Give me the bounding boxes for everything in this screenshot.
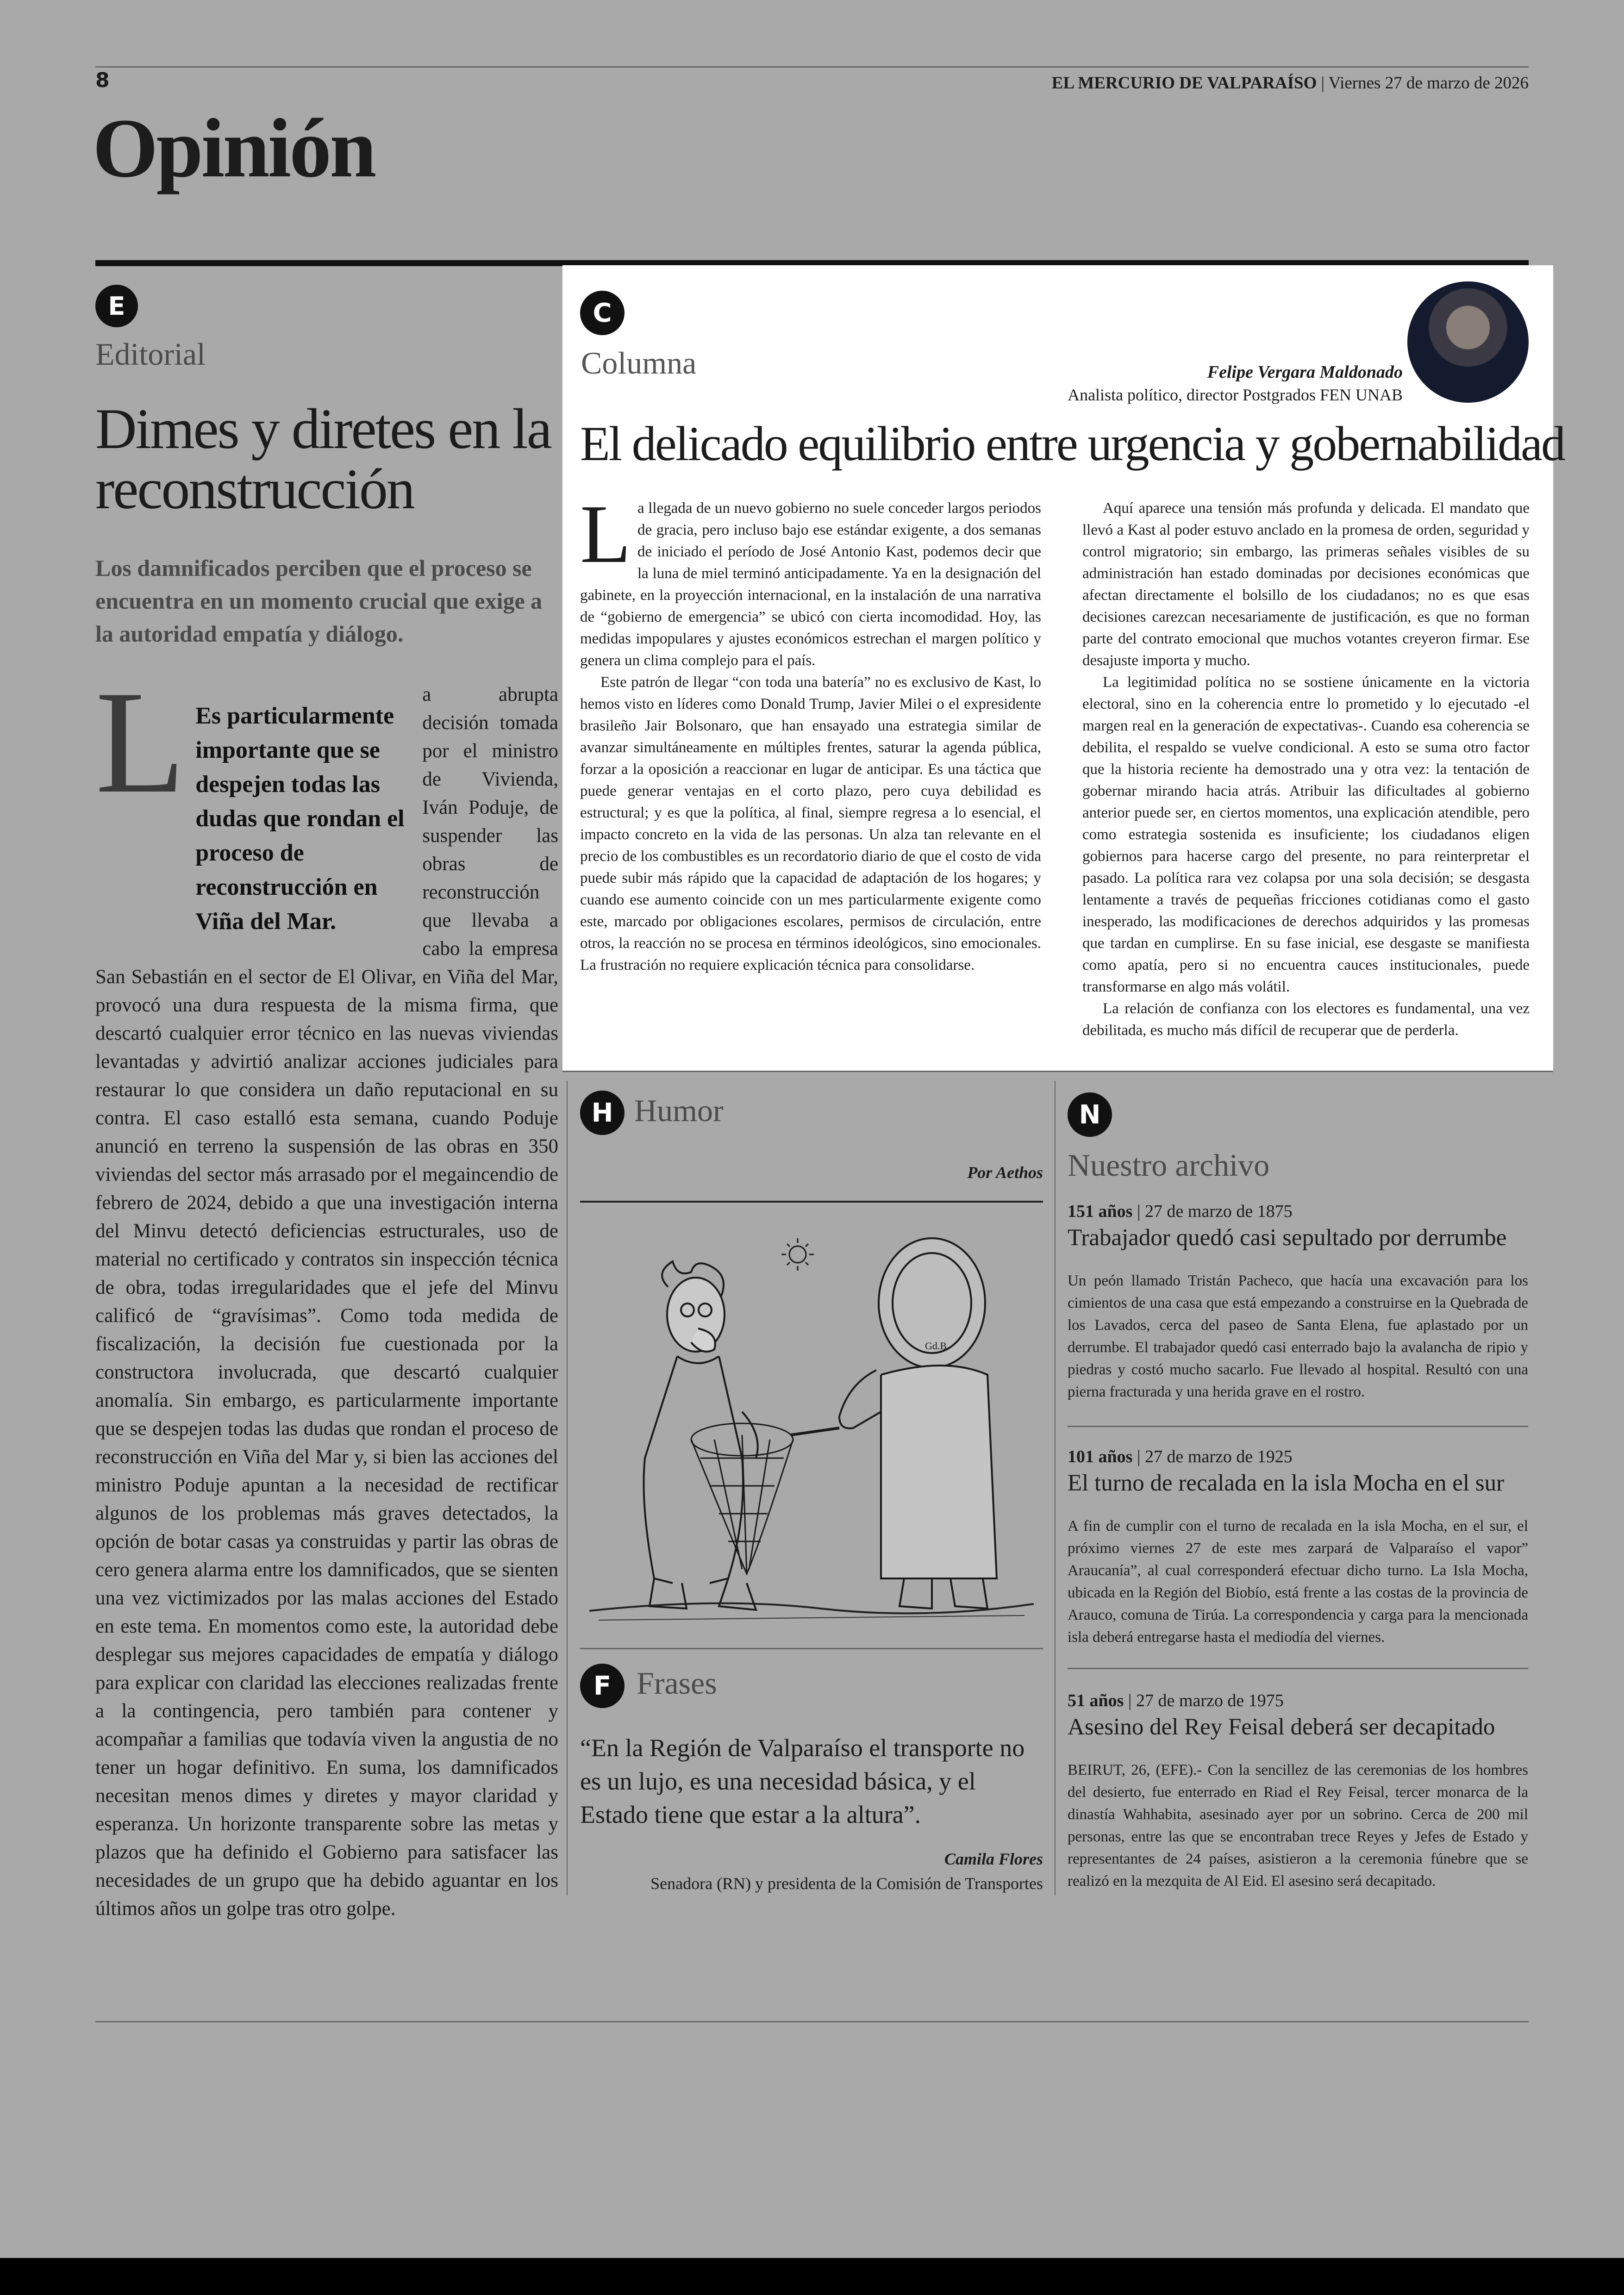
columna-title: El delicado equilibrio entre urgencia y gobernabilidad [580, 417, 1565, 471]
humor-bottom-rule [580, 1648, 1043, 1649]
author-photo [1407, 281, 1529, 403]
archivo-headline: Asesino del Rey Feisal deberá ser decapitado [1068, 1714, 1495, 1740]
page-number: 8 [95, 69, 110, 92]
columna-badge: C [580, 291, 625, 335]
column-divider-1 [567, 1081, 568, 1896]
frases-author: Camila Flores [944, 1850, 1043, 1868]
archivo-item [1068, 1201, 1528, 1403]
columna-left-text [580, 488, 1041, 976]
columna-label: Columna [581, 345, 697, 380]
archivo-label: Nuestro archivo [1068, 1148, 1270, 1183]
archivo-body: Un peón llamado Tristán Pacheco, que hacía una excavación para los cimientos de una casa que está empezando a construirse en la Quebrada de los Lavados, cerca del paseo de Santa Elena, fue aplastado por un derrumbe. El trabajador quedó casi enterrado bajo la avalancha de ripio y piedras y costó mucho sacarlo. Fue llevado al hospital. Resultó con una pierna fracturada y una herida grave en el rostro. [1068, 1272, 1528, 1400]
archivo-headline: Trabajador quedó casi sepultado por derrumbe [1068, 1225, 1507, 1251]
archivo-years: 151 años [1068, 1202, 1133, 1221]
archivo-years: 51 años [1068, 1691, 1124, 1710]
archivo-date: 27 de marzo de 1975 [1136, 1691, 1284, 1710]
footer-rule [95, 2021, 1529, 2022]
author-role: Analista político, director Postgrados FEN UNAB [1068, 386, 1403, 404]
archivo-date: 27 de marzo de 1875 [1145, 1202, 1293, 1221]
archivo-headline: El turno de recalada en la isla Mocha en el sur [1068, 1470, 1505, 1496]
archivo-rule [1068, 1668, 1528, 1669]
columna-right-text [1082, 498, 1530, 1041]
bottom-bar [0, 2258, 1624, 2295]
editorial-title: Dimes y diretes en la reconstrucción [95, 397, 551, 521]
top-rule [95, 66, 1529, 68]
archivo-badge: N [1068, 1092, 1112, 1137]
archivo-rule [1068, 1426, 1528, 1427]
columna-paragraph: Este patrón de llegar “con toda una batería” no es exclusivo de Kast, lo hemos visto en líderes como Donald Trump, Javier Milei o el expresidente brasileño Jair Bolsonaro, que han ensayado una estrategia similar de avanzar simultáneamente en múltiples frentes, saturar la agenda pública, forzar a la oposición a reaccionar en lugar de anticipar. Es una táctica que puede generar ventajas en el corto plazo, pero cuya debilidad es estructural; y es que la política, al final, siempre regresa a lo esencial, el impacto concreto en la vida de las personas. Un alza tan relevante en el precio de los combustibles es un recordatorio diario de que el costo de vida puede subir más rápido que la capacidad de adaptación de los hogares; y cuando ese aumento coincide con un mes particularmente exigente como este, marcado por obligaciones escolares, permisos de circulación, entre otros, la reacción no se procesa en términos ideológicos, sino emocionales. La frustración no requiere explicación técnica para consolidarse. [580, 674, 1041, 973]
editorial-body [95, 661, 558, 1923]
archivo-years: 101 años [1068, 1447, 1133, 1466]
archivo-date: 27 de marzo de 1925 [1145, 1447, 1293, 1466]
archivo-meta: 151 años | 27 de marzo de 1875 [1068, 1202, 1293, 1221]
column-divider-2 [1055, 1081, 1056, 1896]
section-title: Opinión [93, 102, 375, 195]
humor-badge: H [580, 1091, 625, 1135]
archivo-body: A fin de cumplir con el turno de recalada en la isla Mocha, en el sur, el próximo viernes 27 de este mes zarpará de Valparaíso el vapor” Araucanía”, al cual corresponderá efectuar dicho turno. La Isla Mocha, ubicada en la Región del Biobío, está frente a las costas de la provincia de Arauco, comuna de Tirúa. La correspondencia y carga para la mencionada isla deberá entregarse hasta el mediodía del viernes. [1068, 1518, 1528, 1646]
humor-label: Humor [634, 1093, 724, 1128]
issue-date: Viernes 27 de marzo de 2026 [1328, 74, 1529, 93]
frases-quote: “En la Región de Valparaíso el transporte no es un lujo, es una necesidad básica, y el Estado tiene que estar a la altura”. [580, 1734, 1025, 1828]
author-name: Felipe Vergara Maldonado [1207, 362, 1403, 382]
editorial-label: Editorial [95, 337, 206, 372]
newspaper-name: EL MERCURIO DE VALPARAÍSO [1051, 74, 1317, 93]
frases-badge: F [580, 1664, 625, 1708]
editorial-badge: E [95, 285, 138, 327]
columna-bottom-rule [562, 1071, 1553, 1072]
columna-paragraph: La relación de confianza con los electores es fundamental, una vez debilitada, es mucho más difícil de recuperar que de perderla. [1082, 1000, 1530, 1039]
archivo-meta: 51 años | 27 de marzo de 1975 [1068, 1691, 1284, 1710]
frases-role: Senadora (RN) y presidenta de la Comisión de Transportes [650, 1874, 1043, 1893]
editorial-body-text: a abrupta decisión tomada por el ministro de Vivienda, Iván Poduje, de suspender las obras de reconstrucción que llevaba a cabo la empresa San Sebastián en el sector de El Olivar, en Viña del Mar, provocó una dura respuesta de la misma firma, que descartó cualquier error técnico en las nuevas viviendas levantadas y advirtió analizar acciones judiciales para restaurar lo que considera un daño reputacional en su contra. El caso estalló esta semana, cuando Poduje anunció en terreno la suspensión de las obras en 350 viviendas del sector más arrasado por el megaincendio de febrero de 2024, debido a que una investigación interna del Minvu detectó deficiencias estructurales, uso de material no certificado y contratos sin inspección técnica de obra, todas irregularidades que el jefe del Minvu calificó de “gravísimas”. Como toda medida de fiscalización, la decisión fue cuestionada por la constructora involucrada, que descartó cualquier anomalía. Sin embargo, es particularmente importante que se despejen todas las dudas que rondan el proceso de reconstrucción en Viña del Mar y, si bien las acciones del ministro Poduje apuntan a la necesidad de rectificar algunos de los problemas más graves detectados, la opción de botar casas ya construidas y partir las obras de cero genera alarma entre los damnificados, que se sienten una vez victimizados por las malas acciones del Estado en este tema. En momentos como este, la autoridad debe desplegar sus mejores capacidades de empatía y diálogo para explicar con claridad las elecciones realizadas frente a la contingencia, pero también para contener y acompañar a familias que todavía viven la angustia de no tener un hogar definitivo. En suma, los damnificados necesitan menos dimes y diretes y mayor claridad y esperanza. Un horizonte transparente sobre las metas y plazos que ha definido el Gobierno para satisfacer las necesidades de un grupo que ha debido aguantar en los últimos años un golpe tras otro golpe. [95, 684, 558, 1920]
humor-cartoon [580, 1217, 1043, 1634]
archivo-meta: 101 años | 27 de marzo de 1925 [1068, 1447, 1293, 1466]
archivo-item [1068, 1690, 1528, 1892]
frases-label: Frases [637, 1665, 717, 1701]
archivo-item [1068, 1447, 1528, 1648]
humor-byline: Por Aethos [967, 1163, 1043, 1182]
archivo-body: BEIRUT, 26, (EFE).- Con la sencillez de las ceremonias de los hombres del desierto, fue enterrado en Riad el Rey Feisal, tercer monarca de la dinastía Wahhabita, asesinado ayer por un sobrino. Cerca de 200 mil personas, entre las que se encontraban trece Reyes y Jefes de Estado y representantes de 24 países, asistieron a la ceremonia fúnebre que se realizó en la mezquita de Al Eid. El asesino será decapitado. [1068, 1762, 1528, 1890]
editorial-deck: Los damnificados perciben que el proceso se encuentra en un momento crucial que exige a la autoridad empatía y diálogo. [95, 555, 543, 647]
editorial-drop-cap: L [95, 661, 186, 823]
columna-paragraph: Aquí aparece una tensión más profunda y delicada. El mandato que llevó a Kast al poder estuvo anclado en la promesa de orden, seguridad y control migratorio; sin embargo, las primeras señales visibles de su administración han estado dominadas por decisiones económicas que afectan directamente el bolsillo de los ciudadanos; no es que esas decisiones carezcan necesariamente de justificación, es que no forman parte del contrato emocional que muchos votantes creyeron firmar. Ese desajuste importa y mucho. [1082, 500, 1530, 669]
columna-drop-cap: L [580, 488, 631, 580]
columna-paragraph: a llegada de un nuevo gobierno no suele conceder largos periodos de gracia, pero incluso bajo ese estándar exigente, a dos semanas de iniciado el período de José Antonio Kast, podemos decir que la luna de miel terminó anticipadamente. Ya en la designación del gabinete, en la proyección internacional, en la instalación de una narrativa de “gobierno de emergencia” se ubicó con cierta incomodidad. Hoy, las medidas impopulares y ajustes económicos estrechan el margen político y genera un clima complejo para el país. [580, 500, 1041, 669]
editorial-pull-quote: Es particularmente importante que se despejen todas las dudas que rondan el proceso de reconstrucción en Viña del Mar. [195, 703, 405, 935]
masthead: EL MERCURIO DE VALPARAÍSO | Viernes 27 de marzo de 2026 [1051, 74, 1529, 93]
coin-label: Gd.B [925, 1340, 947, 1352]
columna-paragraph: La legitimidad política no se sostiene únicamente en la victoria electoral, sino en la coherencia entre lo prometido y lo ejecutado -el margen real en la generación de expectativas-. Cuando esa coherencia se debilita, el respaldo se vuelve condicional. A esto se suma otro factor que la historia reciente ha demostrado una y otra vez: la tentación de gobernar mirando hacia atrás. Atribuir las dificultades al gobierno anterior puede ser, en ciertos momentos, una explicación atendible, pero como estrategia sostenida es insuficiente; los ciudadanos eligen gobiernos para hacerse cargo del presente, no para reinterpretar el pasado. La política rara vez colapsa por una sola decisión; se desgasta lentamente a través de pequeñas fricciones cotidianas como el gasto inesperado, las modificaciones de derechos adquiridos y las promesas que tardan en cumplirse. En su fase inicial, ese desgaste se manifiesta como apatía, pero si no encuentra cauces institucionales, puede transformarse en algo más volátil. [1082, 674, 1530, 995]
humor-rule [580, 1201, 1043, 1203]
